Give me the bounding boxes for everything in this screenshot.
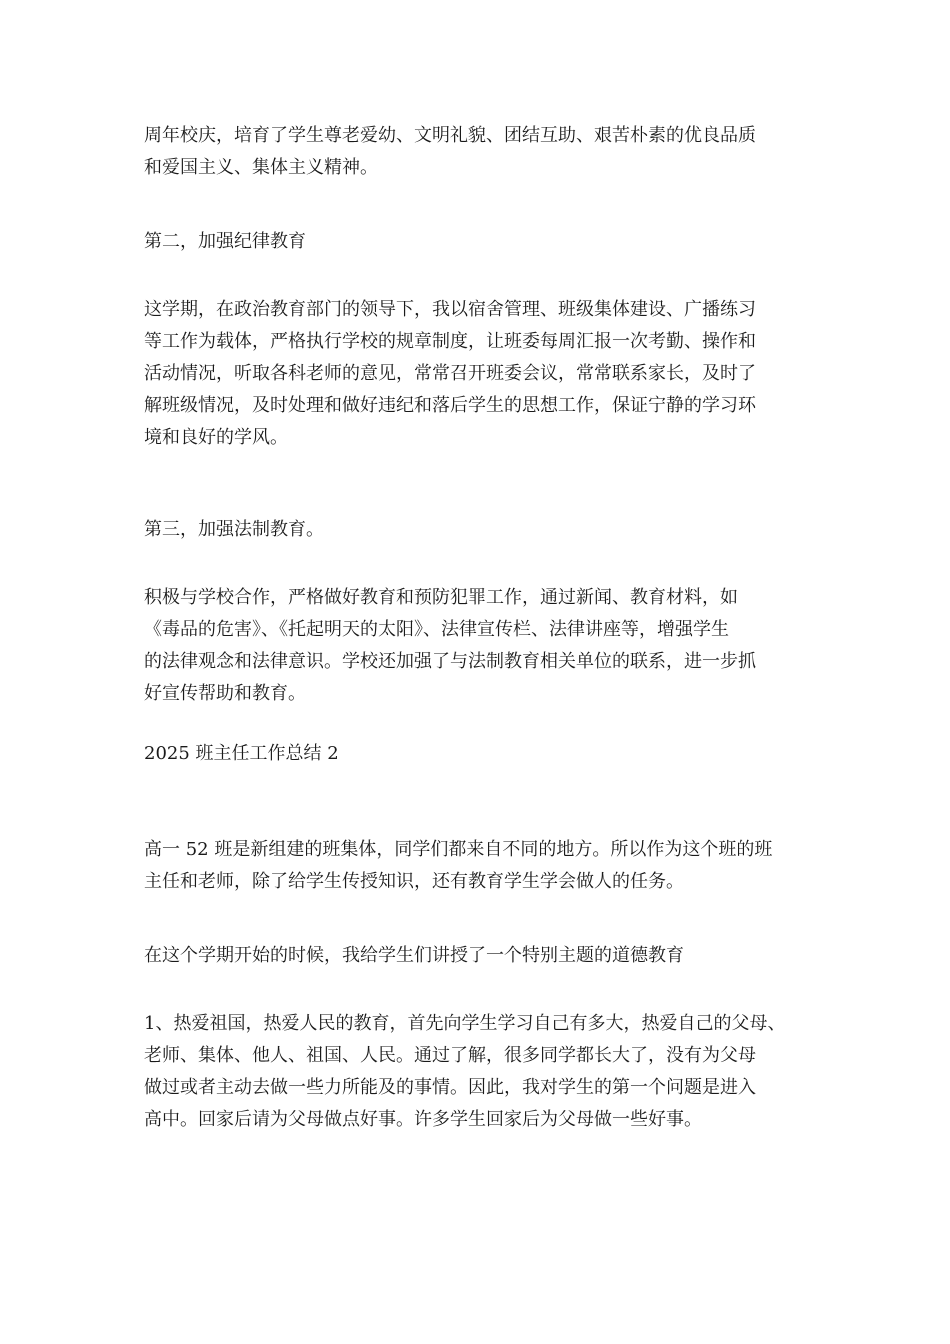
text-line: 的法律观念和法律意识。学校还加强了与法制教育相关单位的联系，进一步抓 [144, 651, 756, 672]
text-line: 1、热爱祖国，热爱人民的教育，首先向学生学习自己有多大，热爱自己的父母、 [144, 1013, 786, 1034]
text-line: 在这个学期开始的时候，我给学生们讲授了一个特别主题的道德教育 [144, 945, 684, 966]
text-line: 解班级情况，及时处理和做好违纪和落后学生的思想工作，保证宁静的学习环 [144, 395, 756, 416]
paragraph-discipline [144, 294, 844, 454]
text-line: 积极与学校合作，严格做好教育和预防犯罪工作，通过新闻、教育材料，如 [144, 587, 738, 608]
paragraph-patriotism [144, 1008, 844, 1136]
text-line: 等工作为载体，严格执行学校的规章制度，让班委每周汇报一次考勤、操作和 [144, 331, 756, 352]
text-line: 这学期，在政治教育部门的领导下，我以宿舍管理、班级集体建设、广播练习 [144, 299, 756, 320]
text-line: 做过或者主动去做一些力所能及的事情。因此，我对学生的第一个问题是进入 [144, 1077, 756, 1098]
text-line: 周年校庆，培育了学生尊老爱幼、文明礼貌、团结互助、艰苦朴素的优良品质 [144, 125, 756, 146]
paragraph-legal [144, 582, 844, 710]
heading-summary-2 [144, 738, 844, 770]
paragraph-moral-education [144, 940, 844, 972]
text-line: 《毒品的危害》、《托起明天的太阳》、法律宣传栏、法律讲座等，增强学生 [144, 619, 729, 640]
text-line: 和爱国主义、集体主义精神。 [144, 157, 378, 178]
text-line: 主任和老师，除了给学生传授知识，还有教育学生学会做人的任务。 [144, 871, 684, 892]
paragraph-anniversary [144, 120, 844, 184]
paragraph-class-intro [144, 834, 844, 898]
text-line: 境和良好的学风。 [144, 427, 288, 448]
text-line: 老师、集体、他人、祖国、人民。通过了解，很多同学都长大了，没有为父母 [144, 1045, 756, 1066]
section-heading: 第三，加强法制教育。 [144, 519, 324, 540]
heading-discipline-education [144, 226, 844, 258]
section-heading: 2025 班主任工作总结 2 [144, 743, 339, 764]
heading-legal-education [144, 514, 844, 546]
text-line: 活动情况，听取各科老师的意见，常常召开班委会议，常常联系家长，及时了 [144, 363, 756, 384]
text-line: 高中。回家后请为父母做点好事。许多学生回家后为父母做一些好事。 [144, 1109, 702, 1130]
section-heading: 第二，加强纪律教育 [144, 231, 306, 252]
text-line: 高一 52 班是新组建的班集体，同学们都来自不同的地方。所以作为这个班的班 [144, 839, 773, 860]
text-line: 好宣传帮助和教育。 [144, 683, 306, 704]
